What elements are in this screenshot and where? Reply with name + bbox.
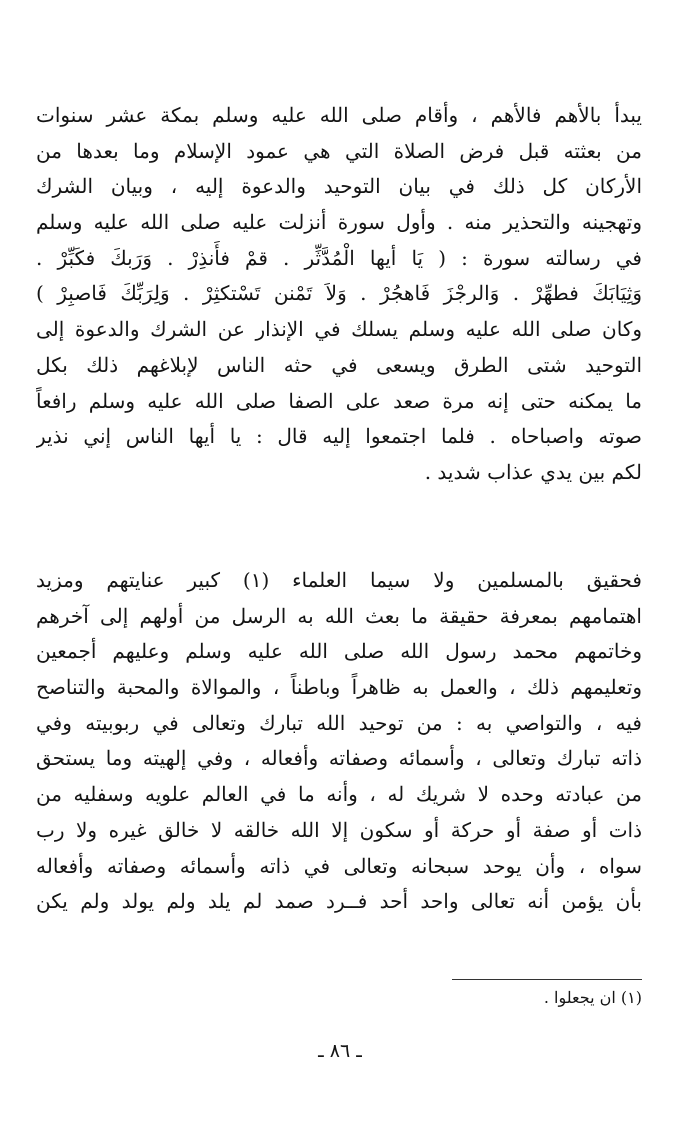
quran-verse-line: في رسالته سورة : ( يَا أيها الْمُدَّثِّر . قمْ فأَنذِرْ . وَرَبكَ فكَبِّرْ . [36,245,642,270]
text-line: وتعليمهم ذلك ، والعمل به ظاهراً وباطناً ، والموالاة والمحبة والتناصح [36,675,642,700]
text-line: الأركان كل ذلك في بيان التوحيد والدعوة إليه ، وبيان الشرك [36,174,642,199]
text-line: وتهجينه والتحذير منه . وأول سورة أنزلت عليه صلى الله عليه وسلم [36,210,642,235]
footnote: (١) ان يجعلوا . [543,988,642,1007]
paragraph-1 [36,98,642,491]
text-line: وخاتمهم محمد رسول الله صلى الله عليه وسلم وعليهم أجمعين [36,639,642,664]
text-line: ذات أو صفة أو حركة أو سكون إلا الله خالقه لا خالق غيره ولا رب [36,817,642,842]
text-line: فحقيق بالمسلمين ولا سيما العلماء (١) كبير عنايتهم ومزيد [36,568,642,592]
text-line: التوحيد شتى الطرق ويسعى في حثه الناس لإبلاغهم ذلك بكل [36,352,642,377]
footnote-divider [452,979,642,980]
text-line: وكان صلى الله عليه وسلم يسلك في الإنذار عن الشرك والدعوة إلى [36,317,642,342]
text-line: يبدأ بالأهم فالأهم ، وأقام صلى الله عليه وسلم بمكة عشر سنوات [36,103,642,127]
text-line: من عبادته وحده لا شريك له ، وأنه ما في العالم علويه وسفليه من [36,782,642,807]
text-line: فيه ، والتواصي به : من توحيد الله تبارك وتعالى في ربوبيته وفي [36,710,642,735]
quran-verse-line: وَثِيَابَكَ فطهِّرْ . وَالرجْزَ فَاهجُرْ . وَلاَ تَمْنن تَسْتكثِرْ . وَلِرَبِّكَ فَاصبِرْ ) [36,281,642,306]
text-line: لكم بين يدي عذاب شديد . [424,459,642,484]
text-line: من بعثته قبل فرض الصلاة التي هي عمود الإسلام وما بعدها من [36,138,642,163]
paragraph-2 [36,563,642,920]
text-line: سواه ، وأن يوحد سبحانه وتعالى في ذاته وأسمائه وصفاته وأفعاله [36,853,642,878]
text-line: بأن يؤمن أنه تعالى واحد أحد فــرد صمد لم يلد ولم يولد ولم يكن [36,889,642,914]
text-line: ذاته تبارك وتعالى ، وأسمائه وصفاته وأفعاله ، وفي إلهيته وما يستحق [36,746,642,771]
page-number: ـ ٨٦ ـ [318,1040,362,1062]
text-line: ما يمكنه حتى إنه مرة صعد على الصفا صلى الله عليه وسلم رافعاً [36,388,642,413]
text-line: صوته واصباحاه . فلما اجتمعوا إليه قال : يا أيها الناس إني نذير [36,424,642,449]
text-line: اهتمامهم بمعرفة حقيقة ما بعث الله به الرسل من أولهم إلى آخرهم [36,603,642,628]
